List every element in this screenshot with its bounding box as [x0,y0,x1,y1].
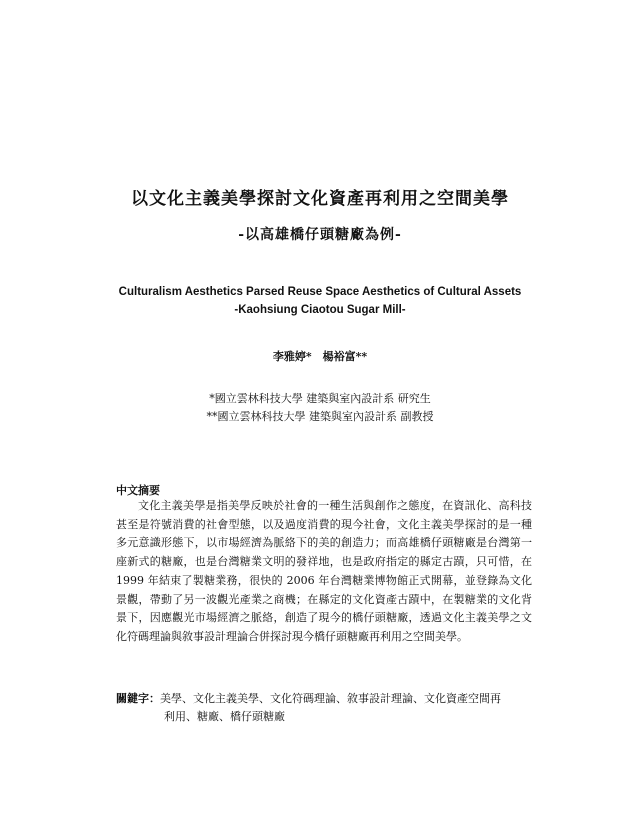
abstract-heading: 中文摘要 [116,484,160,497]
keywords-line-2: 利用、糖廠、橋仔頭糖廠 [164,710,285,723]
paper-title-en: Culturalism Aesthetics Parsed Reuse Space Aesthetics of Cultural Assets [118,286,522,298]
keywords-label: 關鍵字： [116,692,160,705]
paper-subtitle-zh: -以高雄橋仔頭糖廠為例- [238,227,402,243]
keywords-line-1: 美學、文化主義美學、文化符碼理論、敘事設計理論、文化資產空間再 [160,692,501,705]
affiliation-2: **國立雲林科技大學 建築與室內設計系 副教授 [206,410,434,423]
authors: 李雅婷* 楊裕富** [272,350,368,363]
paper-title-zh: 以文化主義美學探討文化資產再利用之空間美學 [131,189,509,209]
paper-subtitle-en: -Kaohsiung Ciaotou Sugar Mill- [234,304,406,316]
abstract-body: 文化主義美學是指美學反映於社會的一種生活與創作之態度，在資訊化、高科技甚至是符號消費的社會型態，以及過度消費的現今社會，文化主義美學探討的是一種多元意識形態下，以市場經濟為脈絡下的美的創造力；而高雄橋仔頭糖廠是台灣第一座新式的糖廠，也是台灣糖業文明的發祥地，也是政府指定的縣定古蹟，只可惜，在 1999 年結束了製糖業務，很快的 2006 年台灣糖業博物館正式開幕，並登錄為文化景觀，帶動了另一波觀光產業之商機；在縣定的文化資產古蹟中，在製糖業的文化背景下，因應觀光市場經濟之脈絡，創造了現今的橋仔頭糖廠，透過文化主義美學之文化符碼理論與敘事設計理論合併探討現今橋仔頭糖廠再利用之空間美學。 [116,499,532,643]
keywords [116,689,536,708]
affiliation-1: *國立雲林科技大學 建築與室內設計系 研究生 [209,392,431,405]
